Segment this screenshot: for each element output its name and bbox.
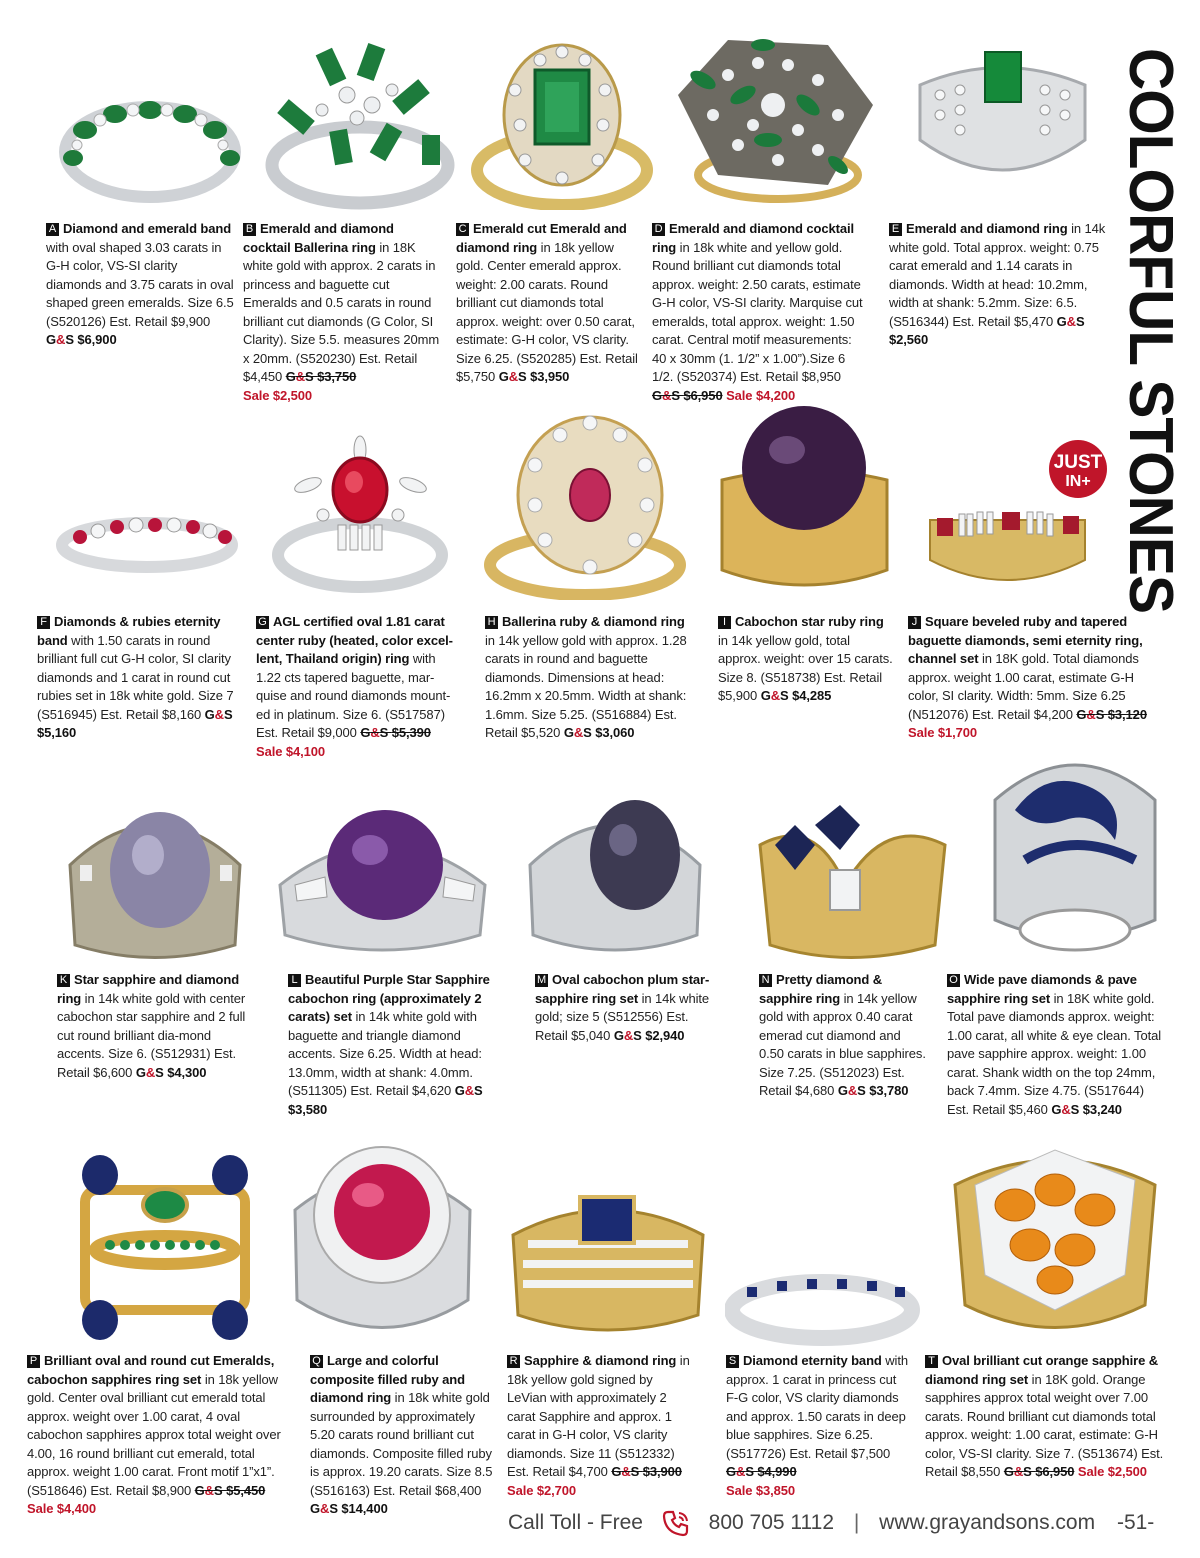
gs-price: $3,580 [288,1101,328,1117]
ring-image-i [712,400,897,600]
ring-image-e [905,40,1100,205]
ring-image-g [268,430,453,595]
item-title: Ballerina ruby & diamond ring [502,614,685,629]
gs-price: $3,240 [1082,1101,1122,1117]
gs-strike-label: G&S $4,990 [726,1464,797,1479]
item-title: Diamond and emerald band [63,221,232,236]
ring-image-o [985,740,1165,960]
gs-price: $6,900 [77,332,117,347]
strike-price: $3,900 [642,1464,682,1479]
item-title: Brilliant oval and round cut Emeralds, cabochon sapphires ring set [27,1353,275,1387]
sale-price: Sale $2,700 [507,1482,577,1498]
gs-strike-label: G&S $3,900 [611,1464,682,1479]
side-title [1108,40,1188,620]
sale-price: Sale $2,500 [243,387,313,403]
sale-price: Sale $4,200 [726,387,796,403]
footer-separator: | [853,1511,860,1534]
item-body: in 14k white gold with baguette and triangle diamond accents. Size 6.25. Width at head: 13.0mm, width at shank: 4.0mm. (S511305) Est. Retail $4,620 [288,1009,482,1098]
item-body: with 1.50 carats in round brilliant full cut G-H color, SI clarity diamonds and 1 carat in round cut rubies set in 18k white gold. Size 7 (S516945) Est. Retail $8,160 [37,632,234,722]
item-body: in 18k yellow gold. Center emerald approx. weight: 2.00 carats. Round brilliant cut diamonds total approx. weight: over 0.50 carat, estimate: G-H color, VS clarity. Size 6.25. (S520285) Est. Retail $5,750 [456,239,638,384]
badge-line2: IN+ [1065,473,1091,490]
gs-label: G&S [837,1083,866,1098]
item-letter: F [37,616,50,629]
call-label: Call Toll - Free [508,1511,643,1534]
gs-price: $5,160 [37,725,77,740]
item-body: in 14k white gold with center cabochon star sapphire and 2 full cut round brilliant dia-mond accents. Size 6. (S512931) Est. Retail $6,600 [57,990,246,1080]
item-letter: G [256,616,269,629]
item-title: Emerald and diamond cocktail ring [652,221,855,255]
item-body: in 14k yellow gold with approx. 1.28 carats in round and baguette diamonds. Dimensions at head: 16.2mm x 20.5mm. Width at shank: 1.6mm. Size 5.25. (S516884) Est. Retail $5,520 [485,632,687,740]
item-title: Large and colorful composite filled ruby and diamond ring [310,1353,465,1405]
gs-strike-label: G&S $6,950 [652,387,723,403]
item-k-description [57,971,257,1082]
item-p-description [27,1352,287,1519]
strike-price: $4,990 [757,1464,797,1479]
item-m-description [535,971,720,1045]
item-body: in 18K gold. Total diamonds approx. weight 1.00 carat, estimate G-H color, SI clarity. Width: 5mm. Size 6.25 (N512076) Est. Retail $4,200 [908,651,1139,722]
item-e-description [889,220,1119,350]
item-f-description [37,613,237,743]
item-title: Oval brilliant cut orange sapphire & diamond ring set [925,1353,1159,1387]
item-letter: E [889,223,902,236]
item-letter: L [288,974,301,987]
item-c-description [456,220,641,387]
item-b-description [243,220,443,405]
strike-price: $6,950 [1035,1464,1075,1479]
item-letter: D [652,223,665,236]
item-s-description [726,1352,911,1500]
item-letter: J [908,616,921,629]
item-letter: H [485,616,498,629]
ring-image-f [55,505,240,580]
ring-image-p [70,1150,260,1345]
item-i-description [718,613,893,706]
sale-price: Sale $1,700 [908,725,978,740]
gs-price: $2,940 [645,1027,685,1043]
item-a-description [46,220,236,350]
item-d-description [652,220,867,405]
item-title: Cabochon star ruby ring [735,614,884,629]
item-body: in 18K white gold with approx. 2 carats in princess and baguette cut Emeralds and 0.5 carats in round brilliant cut diamonds (G Color, SI Clarity). Size 5.5. measures 20mm x 20mm. (S520230) Est. Retail $4,450 [243,239,440,384]
item-body: in 14k yellow gold, total approx. weight: over 15 carats. Size 8. (S518738) Est. Retail $5,900 [718,632,893,703]
item-body: in 18k yellow gold. Center oval brilliant cut emerald total approx. weight over 1.00 carat, 4 oval cabochon sapphires approx total weight over 4.00, 16 round brilliant cut emerald, total approx. weight 1.00 carat. Front motif 1”x1”. (S518646) Est. Retail $8,900 [27,1371,281,1498]
gs-price: $4,285 [792,688,832,703]
sale-price: Sale $4,400 [27,1501,97,1516]
item-body: in 18K white gold. Total pave diamonds approx. weight: 1.00 carat, all white & eye clean. Total pave sapphire approx. weight: 1.00 carat. Shank width on the top 24mm, back 7.4mm. Size 4.75. (S517644) Est. Retail $5,460 [947,990,1161,1117]
ring-image-h [475,415,695,600]
item-letter: C [456,223,469,236]
item-title: Square beveled ruby and tapered baguette diamonds, semi eternity ring, channel set [908,614,1143,666]
item-r-description [507,1352,692,1500]
item-letter: K [57,974,70,987]
strike-price: $5,390 [391,725,431,740]
ring-image-b [262,40,457,210]
item-title: Diamond eternity band [743,1353,882,1368]
item-letter: A [46,223,59,236]
gs-label: G&S [46,332,74,347]
item-j-description [908,613,1148,743]
side-title-text: COLORFUL STONES [1116,48,1185,620]
item-t-description [925,1352,1165,1482]
item-title: Emerald cut Emerald and diamond ring [456,221,627,255]
item-title: Emerald and diamond cocktail Ballerina ring [243,221,394,255]
sale-price: Sale $4,100 [256,743,326,759]
ring-image-q [290,1140,475,1350]
gs-price: $2,560 [889,332,929,347]
item-letter: B [243,223,256,236]
item-title: AGL certified oval 1.81 carat center ruby (heated, color excel-lent, Thailand origin) ring [256,614,453,666]
item-l-description [288,971,503,1119]
gs-price: $3,950 [530,369,570,384]
item-letter: I [718,616,731,629]
item-letter: N [759,974,772,987]
phone-icon [661,1508,691,1538]
ring-image-s [725,1265,920,1350]
item-body: with oval shaped 3.03 carats in G-H color, VS-SI clarity diamonds and 3.75 carats in oval shaped green emeralds. Size 6.5 (S520126) Est. Retail $9,900 [46,239,234,329]
item-body: with approx. 1 carat in princess cut F-G color, VS clarity diamonds and approx. 1.50 carats in deep blue sapphires. Size 6.25. (S517726) Est. Retail $7,500 [726,1353,908,1461]
item-title: Oval cabochon plum star-sapphire ring set [535,972,710,1006]
gs-label: G&S [1056,313,1085,329]
gs-label: G&S [563,725,592,740]
ring-image-l [275,805,490,960]
gs-label: G&S [498,369,527,384]
ring-image-j [925,490,1090,595]
item-h-description [485,613,690,743]
item-title: Star sapphire and diamond ring [57,972,240,1006]
item-letter: O [947,974,960,987]
strike-price: $5,450 [226,1482,266,1498]
gs-strike-label: G&S $5,390 [360,725,431,740]
gs-label: G&S [204,706,233,722]
item-body: in 14k white gold; size 5 (S512556) Est. Retail $5,040 [535,990,710,1043]
item-title: Emerald and diamond ring [906,221,1068,236]
gs-price: $3,060 [595,725,635,740]
gs-label: G&S [310,1501,338,1516]
item-letter: R [507,1355,520,1368]
footer [508,1508,1188,1538]
gs-label: G&S [135,1064,164,1080]
ring-image-m [525,795,705,960]
item-title: Sapphire & diamond ring [524,1353,677,1368]
ring-image-n [755,805,950,965]
item-title: Pretty diamond & sapphire ring [759,972,883,1006]
gs-label: G&S [454,1083,483,1098]
sale-price: Sale $2,500 [1077,1464,1147,1479]
page-number: -51- [1116,1511,1155,1534]
item-body: in 14k white gold. Total approx. weight: 0.75 carat emerald and 1.14 carats in diamonds. Width at head: 10.2mm, width at shank: 5.2mm. Size: 6.5. (S516344) Est. Retail $5,470 [889,221,1106,329]
item-n-description [759,971,929,1101]
item-g-description [256,613,461,761]
item-body: in 14k yellow gold with approx 0.40 carat emerad cut diamond and 0.50 carats in blue sapphires. Size 7.25. (S512023) Est. Retail $4,680 [759,990,926,1098]
item-letter: M [536,974,547,986]
website-link[interactable]: www.grayandsons.com [879,1511,1096,1534]
item-title: Beautiful Purple Star Sapphire cabochon ring (approximately 2 carats) set [288,972,490,1024]
strike-price: $3,750 [317,369,357,384]
gs-price: $3,780 [869,1083,909,1098]
gs-strike-label: G&S $3,120 [1076,706,1147,722]
item-body: in 18k yellow gold signed by LeVian with approximately 2 carat Sapphire and approx. 1 carat in G-H color, VS clarity diamonds. Size 11 (S512332) Est. Retail $4,700 [507,1353,690,1479]
ring-image-k [60,795,250,965]
phone-number[interactable]: 800 705 1112 [708,1511,835,1534]
item-q-description [310,1352,500,1519]
item-body: in 18k white gold surrounded by approximately 5.20 carats round brilliant cut diamonds. Composite filled ruby is approx. 19.20 carats. Size 8.5 (S516163) Est. Retail $68,400 [310,1390,493,1498]
ring-image-r [508,1185,708,1345]
ring-image-t [945,1135,1165,1350]
ring-image-d [668,35,883,205]
gs-strike-label: G&S $3,750 [285,369,357,384]
gs-strike-label: G&S $6,950 [1003,1464,1075,1479]
item-body: with 1.22 cts tapered baguette, mar-quise and round diamonds mount-ed in platinum. Size 6. (S517587) Est. Retail $9,000 [256,651,451,740]
sale-price: Sale $3,850 [726,1482,796,1498]
badge-line1: JUST [1053,452,1103,473]
item-body: in 18K gold. Orange sapphires approx total weight over 7.00 carats. Round brilliant cut diamonds total approx. weight: 1.00 carat, estimate: G-H color, VS-SI clarity. Size 7. (S513674) Est. Retail $8,550 [925,1371,1164,1479]
item-letter: T [925,1355,938,1368]
gs-price: $4,300 [167,1064,207,1080]
ring-image-c [465,40,660,210]
item-letter: Q [310,1355,323,1368]
gs-price: $14,400 [341,1501,388,1516]
strike-price: $6,950 [683,387,723,403]
item-title: Diamonds & rubies eternity band [37,614,221,648]
strike-price: $3,120 [1107,706,1147,722]
ring-image-a [55,90,245,205]
item-title: Wide pave diamonds & pave sapphire ring set [947,972,1137,1006]
gs-label: G&S [760,688,789,703]
item-letter: P [27,1355,40,1368]
item-o-description [947,971,1167,1119]
gs-label: G&S [613,1027,642,1043]
item-body: in 18k white and yellow gold. Round brilliant cut diamonds total approx. weight: 2.50 carats, estimate G-H color, VS-SI clarity. Marquise cut emeralds, total approx. weight: 1.50 carat. Central motif measurements: 40 x 30mm (1. 1/2” x 1.00”).Size 6 1/2. (S520374) Est. Retail $8,950 [652,239,863,384]
gs-label: G&S [1051,1101,1080,1117]
item-letter: S [726,1355,739,1368]
gs-strike-label: G&S $5,450 [194,1482,266,1498]
